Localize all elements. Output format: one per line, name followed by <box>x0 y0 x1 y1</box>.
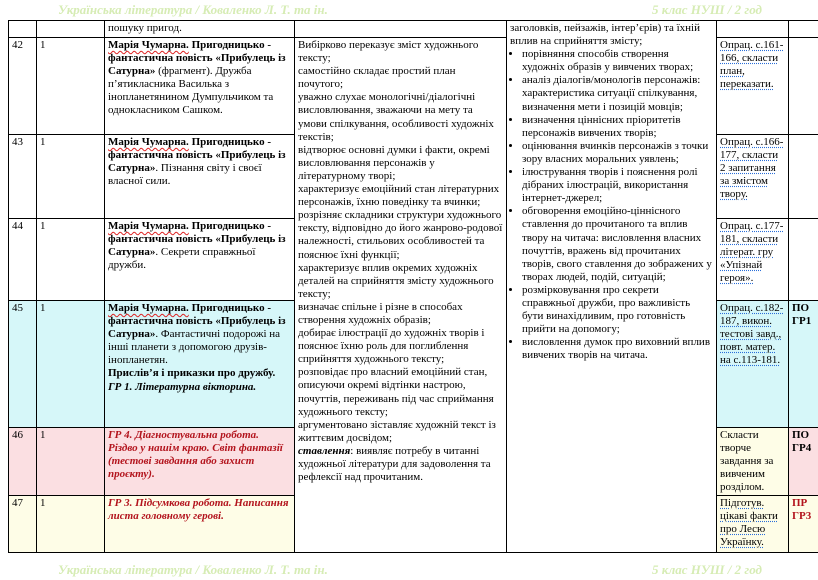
lesson-topic <box>105 135 295 219</box>
homework: Опрац. с.161-166, скласти план, переказати. <box>717 38 789 135</box>
lesson-number: 47 <box>9 496 37 553</box>
activity-item: • оцінювання вчинків персонажів з точки зору власних моральних уявлень; <box>522 140 713 166</box>
page-header <box>0 0 818 20</box>
topic-assessment-work: ГР 3. Підсумкова робота. Написання листа головному герові. <box>108 497 289 523</box>
topic-author: Марія Чумарна. <box>108 302 189 314</box>
assessment: ПР ГР3 <box>789 496 818 553</box>
lesson-hours: 1 <box>37 38 105 135</box>
activities-list <box>510 48 713 362</box>
topic-author: Марія Чумарна. <box>108 136 189 148</box>
topic-author: Марія Чумарна. <box>108 39 189 51</box>
topic-extra: Прислів’я і приказки про дружбу. <box>108 367 276 380</box>
lesson-hours: 1 <box>37 135 105 219</box>
topic-title: «Прибулець із Сатурна» <box>108 315 286 341</box>
activity-item: • порівняння способів створення художніх образів у вивчених творах; <box>522 48 713 74</box>
topic-genre: Пригодницько - фантастична повість <box>108 220 271 246</box>
assessment <box>789 38 818 135</box>
activity-item: • визначення ціннісних пріоритетів персонажів вивчених творів; <box>522 114 713 140</box>
footer-left: Українська література / Коваленко Л. Т. та ін. <box>58 562 328 577</box>
homework: Опрац. с.182-187, викон. тестові завд., повт. матер. на с.113-181. <box>717 301 789 428</box>
activity-item: • обговорення емоційно-ціннісного ставлення до прочитаного та вплив твору на читача: висловлення власних почуттів, вражень від прочитаних творів, свого ставлення до зображених у творах людей, подій, ситуацій; <box>522 205 713 284</box>
results-last-label: ставлення <box>298 444 351 457</box>
topic-group-work: ГР 1. Літературна вікторина. <box>108 380 257 393</box>
lesson-topic <box>105 428 295 496</box>
assessment: ПО ГР4 <box>789 428 818 496</box>
activities-cell <box>507 21 717 553</box>
assessment <box>789 135 818 219</box>
lesson-number: 43 <box>9 135 37 219</box>
topic-title: «Прибулець із Сатурна» <box>108 233 286 259</box>
activities-first: заголовків, пейзажів, інтер’єрів) та їхній вплив на сприйняття змісту; <box>510 22 700 48</box>
lesson-number: 45 <box>9 301 37 428</box>
homework: Опрац. с.177-181, скласти літерат. гру «Упізнай героя». <box>717 219 789 301</box>
topic-title: «Прибулець із Сатурна» <box>108 149 286 175</box>
homework: Скласти творче завдання за вивченим розділом. <box>717 428 789 496</box>
page-footer <box>0 560 818 580</box>
topic-description: . Пізнання світу і своєї власної сили. <box>108 162 262 188</box>
activity-item: • висловлення думок про виховний вплив вивчених творів на читача. <box>522 336 713 362</box>
header-left: Українська література / Коваленко Л. Т. та ін. <box>58 2 328 17</box>
lesson-hours: 1 <box>37 428 105 496</box>
topic-title: «Прибулець із Сатурна» <box>108 52 286 78</box>
header-right: 5 клас НУШ / 2 год <box>651 2 762 17</box>
topic-assessment-work: ГР 4. Діагностувальна робота. Різдво у нашім краю. Світ фантазії (тестові завдання або захист проєкту). <box>108 429 283 481</box>
lesson-topic <box>105 496 295 553</box>
lesson-topic <box>105 38 295 135</box>
topic-genre: Пригодницько - фантастична повість <box>108 302 271 328</box>
homework: Підготув. цікаві факти про Лесю Українку. <box>717 496 789 553</box>
lesson-hours: 1 <box>37 219 105 301</box>
lesson-hours: 1 <box>37 496 105 553</box>
topic-genre: Пригодницько - фантастична повість <box>108 136 271 162</box>
lesson-number: 42 <box>9 38 37 135</box>
results-last-text: : виявляє потребу в читанні художньої літератури для задоволення та рефлексії над прочитаним. <box>298 444 491 484</box>
topic-cell <box>105 21 295 38</box>
topic-continuation: пошуку пригод. <box>108 22 182 34</box>
lesson-topic <box>105 219 295 301</box>
topic-description: . Секрети справжньої дружби. <box>108 246 256 272</box>
expected-results: Вибірково переказує зміст художнього тексту; самостійно складає простий план почутого; уважно слухає монологічні/діалогічні висловлювання, зважаючи на мету та умови спілкування, особливості художніх текстів; відтворює основні думки і факти, окремі висловлювання персонажів у літературному творі; характеризує емоційний стан літературних персонажів, їхню поведінку та вчинки; розрізняє складники структури художнього тексту, відповідно до його жанрово-родової належності, стильових особливостей та пояснює їхні функції; характеризує вплив окремих художніх деталей на сприйняття змісту художнього тексту; визначає спільне і різне в способах створення художніх образів; добирає ілюстрації до художніх творів і пояснює їхню роль для поглиблення сприйняття художнього тексту; розповідає про власний емоційний стан, описуючи окремі відтінки настрою, почуттів, переживань під час сприймання художнього тексту; аргументовано зіставляє художній текст із життєвим досвідом; <box>298 39 503 444</box>
assessment <box>789 219 818 301</box>
topic-description: (фрагмент). Дружба п’ятикласника Василька з інопланетянином Думпульчиком та однокласником Сашком. <box>108 65 274 117</box>
lesson-plan-table <box>8 20 818 553</box>
topic-genre: Пригодницько - фантастична повість <box>108 39 271 65</box>
assessment: ПО ГР1 <box>789 301 818 428</box>
lesson-topic <box>105 301 295 428</box>
topic-description: . Фантастичні подорожі на інші планети з допомогою друзів-інопланетян. <box>108 328 281 367</box>
table-row-continuation <box>9 21 818 38</box>
activity-item: • ілюстрування творів і пояснення ролі дібраних ілюстрацій, використання інтернет-джерел; <box>522 166 713 205</box>
homework: Опрац. с.166-177, скласти 2 запитання за змістом твору. <box>717 135 789 219</box>
topic-author: Марія Чумарна. <box>108 220 189 232</box>
lesson-number: 44 <box>9 219 37 301</box>
lesson-hours: 1 <box>37 301 105 428</box>
expected-results-cell <box>295 38 507 553</box>
footer-right: 5 клас НУШ / 2 год <box>651 562 762 577</box>
lesson-number: 46 <box>9 428 37 496</box>
activity-item: • аналіз діалогів/монологів персонажів: характеристика ситуації спілкування, визначення мети і позицій мовців; <box>522 74 713 113</box>
activity-item: • розмірковування про секрети справжньої дружби, про важливість бути винахідливим, про готовність прийти на допомогу; <box>522 284 713 336</box>
